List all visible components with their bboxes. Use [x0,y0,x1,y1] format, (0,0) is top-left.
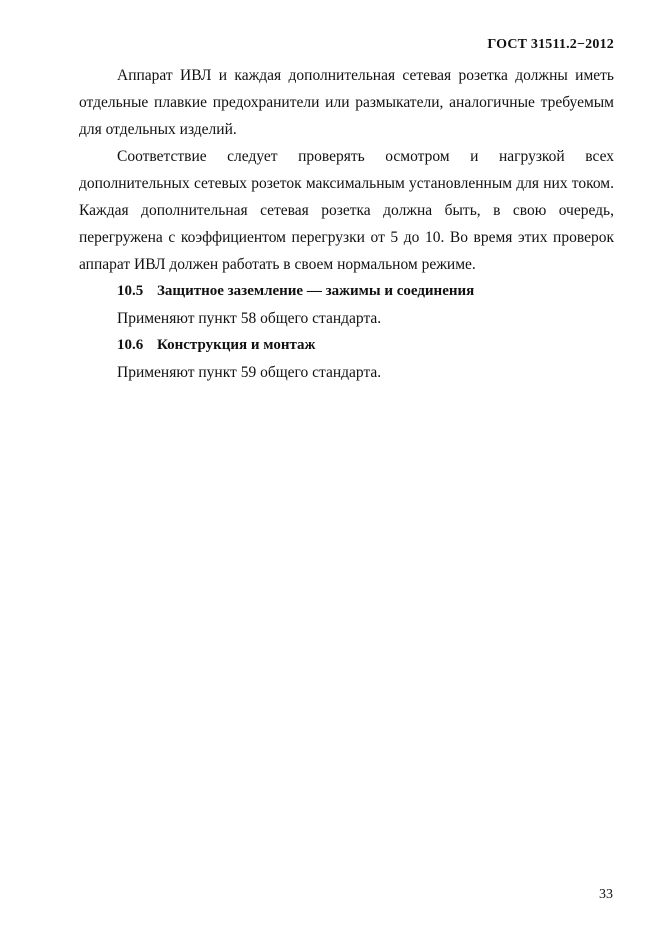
section-title: Защитное заземление — зажимы и соединения [157,283,475,299]
section-heading-10-6 [79,332,614,359]
section-heading-10-5 [79,278,614,305]
section-number: 10.5 [117,283,144,299]
section-text-10-6: Применяют пункт 59 общего стандарта. [117,364,382,381]
paragraph-compliance-check: Соответствие следует проверять осмотром и нагрузкой всех дополнительных сетевых розеток максимальным установленным для них током. Каждая дополнительная сетевая розетка должна быть, в свою очередь, перегружена с коэффициентом перегрузки от 5 до 10. Во время этих проверок аппарат ИВЛ должен работать в своем нормальном режиме. [79,148,614,273]
paragraph-fuses: Аппарат ИВЛ и каждая дополнительная сетевая розетка должны иметь отдельные плавкие предохранители или размыкатели, аналогичные требуемым для отдельных изделий. [79,67,614,138]
document-code: ГОСТ 31511.2−2012 [487,37,614,52]
section-text-10-5: Применяют пункт 58 общего стандарта. [117,310,382,327]
document-body [79,62,614,386]
page-number: 33 [599,887,613,902]
section-number: 10.6 [117,337,144,353]
section-title: Конструкция и монтаж [157,337,316,353]
